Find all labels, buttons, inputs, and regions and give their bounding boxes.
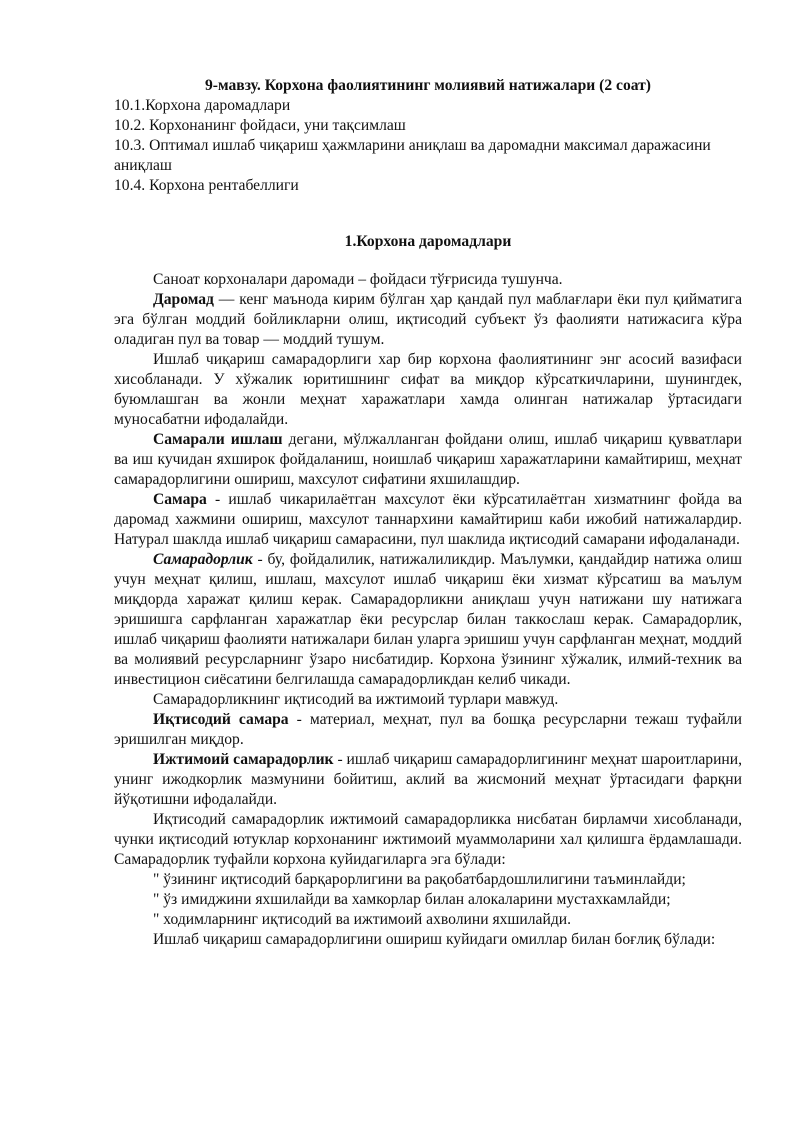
body-paragraph [114, 550, 742, 690]
body-paragraph [114, 350, 742, 430]
body-paragraph [114, 930, 742, 950]
term-label: Самарадорлик [153, 551, 253, 568]
toc-item: 10.2. Корхонанинг фойдаси, уни тақсимлаш [114, 117, 406, 134]
page-title: 9-мавзу. Корхона фаолиятининг молиявий натижалари (2 соат) [205, 77, 651, 94]
document-page [114, 76, 742, 950]
term-label: Самарали ишлаш [153, 431, 283, 448]
paragraph-text: " ўзининг иқтисодий барқарорлигини ва рақобатбардошлилигини таъминлайди; [153, 871, 686, 888]
paragraph-text: — кенг маънода кирим бўлган ҳар қандай пул маблағлари ёки пул қийматига эга бўлган моддий бойликларни олиш, иқтисодий субъект ўз фаолияти натижасига кўра оладиган пул ва товар — моддий тушум. [114, 291, 742, 348]
paragraph-text: " ўз имиджини яхшилайди ва хамкорлар билан алокаларини мустахкамлайди; [153, 891, 671, 908]
toc-item: 10.4. Корхона рентабеллиги [114, 177, 299, 194]
paragraph-text: Саноат корхоналари даромади – фойдаси тўғрисида тушунча. [153, 271, 563, 288]
body-paragraph [114, 290, 742, 350]
body-paragraph [114, 890, 742, 910]
toc-item: 10.1.Корхона даромадлари [114, 97, 291, 114]
paragraph-text: " ходимларнинг иқтисодий ва ижтимоий ахволини яхшилайди. [153, 911, 571, 928]
paragraph-text: - материал, меҳнат, пул ва бошқа ресурсларни тежаш туфайли эришилган миқдор. [114, 711, 742, 748]
table-of-contents [114, 96, 742, 196]
body-paragraph [114, 690, 742, 710]
term-label: Даромад [153, 291, 214, 308]
body-paragraph [114, 270, 742, 290]
body-paragraph [114, 490, 742, 550]
term-label: Ижтимоий самарадорлик [153, 751, 334, 768]
body-paragraph [114, 870, 742, 890]
paragraph-text: Ишлаб чиқариш самарадорлиги хар бир корхона фаолиятининг энг асосий вазифаси хисобланади. У хўжалик юритишнинг сифат ва миқдор кўрсаткичларини, шунингдек, буюмлашган ва жонли меҳнат харажатлари хамда олинган натижалар ўртасидаги муносабатни ифодалайди. [114, 351, 742, 428]
paragraph-text: Ишлаб чиқариш самарадорлигини ошириш куйидаги омиллар билан боғлиқ бўлади: [153, 931, 716, 948]
term-label: Иқтисодий самара [153, 711, 289, 728]
paragraph-text: дегани, мўлжалланган фойдани олиш, ишлаб чиқариш қувватлари ва иш кучидан яхширок фойдаланиш, ноишлаб чиқариш харажатларини камайтириш, меҳнат самарадорлигини ошириш, махсулот сифатини яхшилашдир. [114, 431, 743, 488]
toc-item: 10.3. Оптимал ишлаб чиқариш ҳажмларини аниқлаш ва даромадни максимал даражасини аниқлаш [114, 137, 711, 174]
body-text [114, 270, 742, 950]
paragraph-text: - ишлаб чиқариш самарадорлигининг меҳнат шароитларини, унинг ижодкорлик мазмунини бойитиш, аклий ва жисмоний меҳнат ўртасидаги фарқни йўқотишни ифодалайди. [114, 751, 742, 808]
paragraph-text: Иқтисодий самарадорлик ижтимоий самарадорликка нисбатан бирламчи хисобланади, чунки иқтисодий ютуклар корхонанинг ижтимоий муаммоларини хал қилишга ёрдамлашади. Самарадорлик туфайли корхона куйидагиларга эга бўлади: [114, 811, 742, 868]
body-paragraph [114, 430, 742, 490]
section-heading: 1.Корхона даромадлари [344, 233, 512, 250]
paragraph-text: Самарадорликнинг иқтисодий ва ижтимоий турлари мавжуд. [153, 691, 559, 708]
body-paragraph [114, 710, 742, 750]
body-paragraph [114, 750, 742, 810]
term-label: Самара [153, 491, 207, 508]
paragraph-text: - ишлаб чикарилаётган махсулот ёки кўрсатилаётган хизматнинг фойда ва даромад хажмини ошириш, махсулот таннархини камайтириш каби ижобий натижалардир. Натурал шаклда ишлаб чиқариш самарасини, пул шаклида иқтисодий самарани ифодаланади. [114, 491, 742, 548]
body-paragraph [114, 810, 742, 870]
paragraph-text: - бу, фойдалилик, натижалиликдир. Маълумки, қандайдир натижа олиш учун меҳнат қилиш, ишлаш, махсулот ишлаб чиқариш ёки хизмат кўрсатиш ва маълум миқдорда харажат қилиш керак. Самарадорликни аниқлаш учун натижани шу натижага эришишга сарфланган харажатлар ёки ресурслар билан таккослаш керак. Самарадорлик, ишлаб чиқариш фаолияти натижалари билан уларга эришиш учун сарфланган меҳнат, моддий ва молиявий ресурсларнинг ўзаро нисбатидир. Корхона ўзининг хўжалик, илмий-техник ва инвестицион сиёсатини белгилашда самарадорликдан келиб чикади. [114, 551, 742, 688]
body-paragraph [114, 910, 742, 930]
